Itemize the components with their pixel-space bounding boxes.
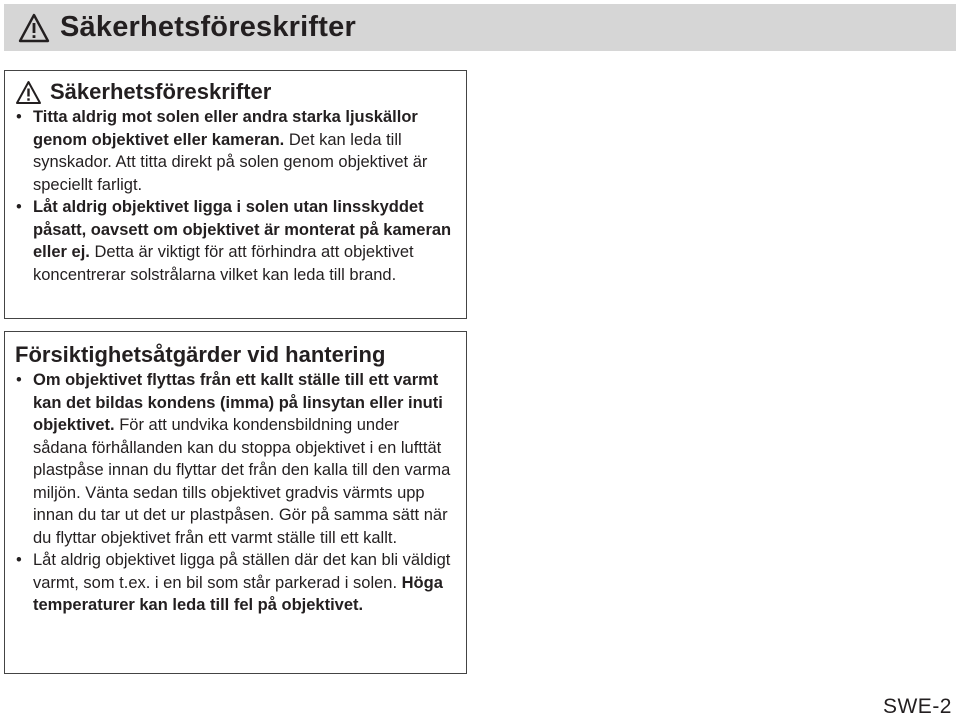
- warning-list: [15, 106, 456, 286]
- section-header-bar: [4, 4, 956, 51]
- caution-heading: Försiktighetsåtgärder vid hantering: [15, 342, 386, 367]
- list-item-bold-text: Titta aldrig mot solen eller andra starka ljuskällor genom objektivet eller kameran.: [33, 108, 418, 149]
- warning-triangle-icon: [18, 13, 50, 43]
- list-item: [15, 369, 456, 549]
- page-title: Säkerhetsföreskrifter: [60, 11, 356, 43]
- warning-heading: [15, 79, 456, 105]
- page-number: SWE-2: [882, 695, 952, 718]
- list-item-bold-text: Höga temperaturer kan leda till fel på objektivet.: [33, 573, 443, 614]
- list-item: [15, 196, 456, 286]
- list-item-text: För att undvika kondensbildning under sådana förhållanden kan du stoppa objektivet i en lufttät plastpåse innan du flyttar det från den kalla till den varma miljön. Vänta sedan tills objektivet gradvis värmts upp innan du tar ut det ur plastpåsen. Gör på samma sätt när du flyttar objektivet från ett varmt ställe till ett kallt.: [33, 416, 451, 547]
- list-item-text: Det kan leda till synskador. Att titta direkt på solen genom objektivet är speciellt farligt.: [33, 130, 428, 194]
- warning-triangle-icon: [15, 80, 42, 105]
- caution-list: [15, 369, 456, 617]
- warning-heading-text: Säkerhetsföreskrifter: [50, 79, 272, 104]
- list-item-text: Detta är viktigt för att förhindra att objektivet koncentrerar solstrålarna vilket kan leda till brand.: [33, 243, 414, 284]
- list-item-text: Låt aldrig objektivet ligga på ställen där det kan bli väldigt varmt, som t.ex. i en bil som står parkerad i solen.: [33, 551, 451, 592]
- warning-box: [4, 70, 467, 319]
- list-item: [15, 106, 456, 196]
- list-item-bold-text: Om objektivet flyttas från ett kallt ställe till ett varmt kan det bildas kondens (imma) på linsytan eller inuti objektivet.: [33, 371, 443, 434]
- list-item-bold-text: Låt aldrig objektivet ligga i solen utan linsskyddet påsatt, oavsett om objektivet är monterat på kameran eller ej.: [33, 198, 452, 261]
- caution-box: [4, 331, 467, 674]
- list-item: [15, 549, 456, 617]
